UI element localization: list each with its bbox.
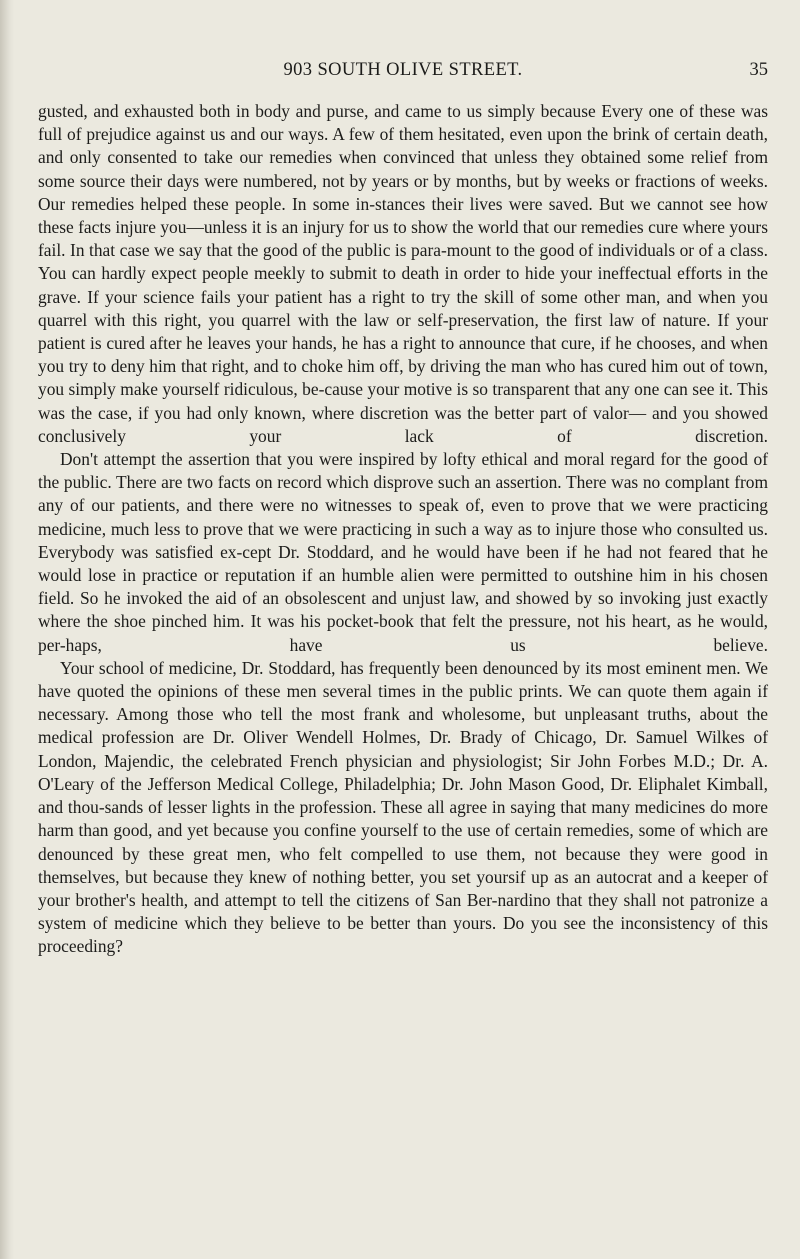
paragraph-2: Don't attempt the assertion that you were inspired by lofty ethical and moral regard for the good of the public. There are two facts on record which disprove such an assertion. There was no complant from any of our patients, and there were no witnesses to speak of, even to prove that we were practicing medicine, much less to prove that we were practicing in such a way as to injure those who consulted us. Everybody was satisfied ex-cept Dr. Stoddard, and he would have been if he had not feared that he would lose in practice or reputation if an humble alien were permitted to outshine him in his chosen field. So he invoked the aid of an obsolescent and unjust law, and showed by so invoking just exactly where the shoe pinched him. It was his pocket-book that felt the pressure, not his heart, as he would, per-haps, have us believe. <box>38 449 768 655</box>
paragraph-1: gusted, and exhausted both in body and purse, and came to us simply because Every one of these was full of prejudice against us and our ways. A few of them hesitated, even upon the brink of certain death, and only consented to take our remedies when convinced that unless they obtained some relief from some source their days were numbered, not by years or by months, but by weeks or fractions of weeks. Our remedies helped these people. In some in-stances their lives were saved. But we cannot see how these facts injure you—unless it is an injury for us to show the world that our remedies cure where yours fail. In that case we say that the good of the public is para-mount to the good of individuals or of a class. You can hardly expect people meekly to submit to death in order to hide your ineffectual efforts in the grave. If your science fails your patient has a right to try the skill of some other man, and when you quarrel with this right, you quarrel with the law or self-preservation, the first law of nature. If your patient is cured after he leaves your hands, he has a right to announce that cure, if he chooses, and when you try to deny him that right, and to choke him off, by driving the man who has cured him out of town, you simply make yourself ridiculous, be-cause your motive is so transparent that any one can see it. This was the case, if you had only known, where discretion was the better part of valor— and you showed conclusively your lack of discretion. <box>38 101 768 446</box>
paragraph-3: Your school of medicine, Dr. Stoddard, has frequently been denounced by its most eminent men. We have quoted the opinions of these men several times in the public prints. We can quote them again if necessary. Among those who tell the most frank and wholesome, but unpleasant truths, about the medical profession are Dr. Oliver Wendell Holmes, Dr. Brady of Chicago, Dr. Samuel Wilkes of London, Majendic, the celebrated French physician and physiologist; Sir John Forbes M.D.; Dr. A. O'Leary of the Jefferson Medical College, Philadelphia; Dr. John Mason Good, Dr. Eliphalet Kimball, and thou-sands of lesser lights in the profession. These all agree in saying that many medicines do more harm than good, and yet because you confine yourself to the use of certain remedies, some of which are denounced by these great men, who felt compelled to use them, not because they were good in themselves, but because they knew of nothing better, you set yoursif up as an autocrat and a keeper of your brother's health, and attempt to tell the citizens of San Ber-nardino that they shall not patronize a system of medicine which they believe to be better than yours. Do you see the inconsistency of this proceeding? <box>38 657 768 957</box>
binding-gutter-shadow <box>0 0 14 1259</box>
running-head <box>38 60 768 86</box>
running-title: 903 SOUTH OLIVE STREET. <box>283 60 523 80</box>
body-text <box>38 100 768 959</box>
page-number: 35 <box>749 60 768 80</box>
